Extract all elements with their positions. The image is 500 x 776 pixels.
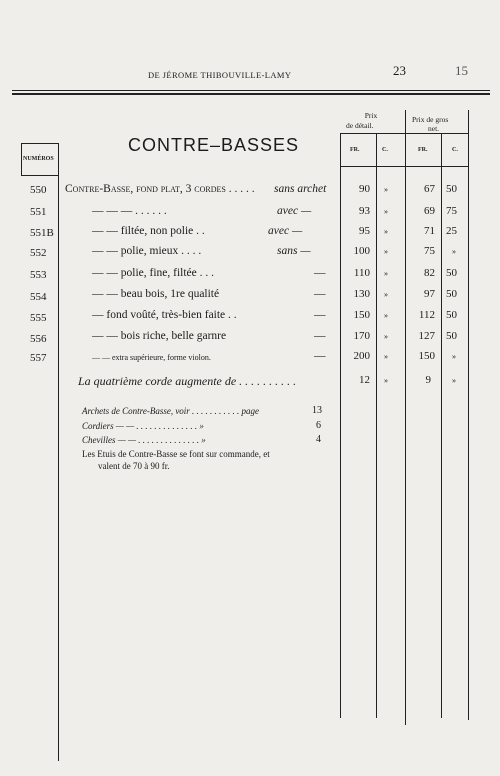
fourth-string-note: La quatrième corde augmente de . . . . . . . . . .: [78, 374, 297, 388]
section-title: CONTRE–BASSES: [128, 135, 300, 155]
row-number: 555: [30, 312, 47, 324]
row-suffix: —: [314, 309, 326, 321]
header-rule-top: [12, 90, 490, 91]
prix-detail-heading-1: Prix: [364, 111, 378, 120]
gros-c: 25: [446, 225, 457, 237]
gros-c: »: [452, 352, 456, 361]
gros-fr: 150: [418, 350, 435, 362]
detail-fr: 110: [353, 267, 370, 279]
fourth-string-detail-fr: 12: [359, 374, 370, 386]
fourth-string-detail-c: »: [384, 376, 388, 385]
fourth-string-gros-c: »: [452, 376, 456, 385]
row-number: 551: [30, 206, 47, 218]
page-header-title: DE JÉROME THIBOUVILLE-LAMY: [148, 70, 292, 80]
row-number: 556: [30, 333, 47, 345]
row-number: 551B: [30, 227, 54, 239]
prix-gros-heading-1: Prix de gros: [412, 115, 449, 124]
note-archets-page: 13: [312, 405, 322, 416]
note-archets: Archets de Contre-Basse, voir . . . . . . . . . . . page: [82, 406, 260, 416]
detail-mid-rule: [376, 133, 377, 718]
note-cordiers-page: 6: [316, 420, 321, 431]
gros-c: 50: [446, 288, 457, 300]
row-suffix: avec —: [277, 205, 312, 217]
gros-c: 50: [446, 309, 457, 321]
detail-fr: 170: [353, 330, 370, 342]
row-number: 550: [30, 184, 47, 196]
detail-fr: 200: [353, 350, 370, 362]
prix-gros-heading-2: net.: [428, 124, 440, 133]
detail-c: »: [384, 332, 388, 341]
detail-c: »: [384, 352, 388, 361]
gros-fr: 112: [418, 309, 435, 321]
note-etuis-line2: valent de 70 à 90 fr.: [98, 461, 170, 471]
detail-c: »: [384, 290, 388, 299]
row-suffix: sans —: [277, 245, 311, 257]
row-number: 554: [30, 291, 47, 303]
row-number: 557: [30, 352, 47, 364]
prix-detail-heading-2: de détail.: [346, 121, 374, 130]
detail-c: »: [384, 185, 388, 194]
note-chevilles-page: 4: [316, 434, 321, 445]
gros-fr-heading: FR.: [418, 147, 428, 153]
numeros-box-top: [21, 143, 59, 144]
gros-left-rule: [405, 110, 406, 725]
row-description: — — beau bois, 1re qualité: [92, 288, 220, 300]
gros-c: »: [452, 247, 456, 256]
gros-c: 75: [446, 205, 457, 217]
header-box-bottom-rule: [340, 166, 468, 167]
detail-c: »: [384, 207, 388, 216]
row-number: 553: [30, 269, 47, 281]
row-suffix: —: [314, 267, 326, 279]
gros-c: 50: [446, 330, 457, 342]
row-suffix: avec —: [268, 225, 303, 237]
row-description: — — polie, fine, filtée . . .: [92, 267, 214, 279]
detail-c: »: [384, 269, 388, 278]
gros-right-rule: [468, 110, 469, 720]
note-cordiers: Cordiers — — . . . . . . . . . . . . . . »: [82, 421, 204, 431]
header-rule-bottom: [12, 93, 490, 95]
numeros-column-rule: [58, 143, 59, 761]
gros-fr: 82: [424, 267, 435, 279]
gros-c: 50: [446, 183, 457, 195]
detail-fr: 93: [359, 205, 370, 217]
gros-fr: 71: [424, 225, 435, 237]
gros-fr: 127: [418, 330, 435, 342]
note-chevilles: Chevilles — — . . . . . . . . . . . . . . »: [82, 435, 206, 445]
gros-fr: 69: [424, 205, 435, 217]
note-etuis-line1: Les Etuis de Contre-Basse se font sur commande, et: [82, 449, 270, 459]
row-description: — — polie, mieux . . . .: [92, 245, 202, 257]
detail-c: »: [384, 227, 388, 236]
numeros-box-bottom: [21, 175, 59, 176]
gros-fr: 97: [424, 288, 435, 300]
row-description: — — bois riche, belle garnre: [92, 330, 227, 342]
detail-c: »: [384, 247, 388, 256]
corner-page-number: 15: [455, 63, 468, 78]
page-number: 23: [393, 63, 406, 78]
detail-fr: 95: [359, 225, 370, 237]
row-description: — — extra supérieure, forme violon.: [92, 353, 211, 362]
numeros-heading: NUMÉROS: [23, 156, 54, 162]
row-description: — — — . . . . . .: [92, 205, 167, 217]
row-description: — fond voûté, très-bien faite . .: [92, 309, 237, 321]
numeros-box-left: [21, 143, 22, 176]
gros-fr: 67: [424, 183, 435, 195]
gros-c-heading: C.: [452, 147, 458, 153]
detail-c-heading: C.: [382, 147, 388, 153]
detail-fr: 100: [353, 245, 370, 257]
detail-fr: 90: [359, 183, 370, 195]
row-suffix: —: [314, 288, 326, 300]
header-box-top-rule: [340, 133, 468, 134]
row-description: — — filtée, non polie . .: [92, 225, 205, 237]
detail-fr: 130: [353, 288, 370, 300]
detail-left-rule: [340, 133, 341, 718]
detail-c: »: [384, 311, 388, 320]
detail-fr-heading: FR.: [350, 147, 360, 153]
row-suffix: sans archet: [274, 183, 327, 195]
fourth-string-gros-fr: 9: [425, 374, 431, 386]
row-suffix: —: [314, 350, 326, 362]
row-number: 552: [30, 247, 47, 259]
detail-fr: 150: [353, 309, 370, 321]
gros-fr: 75: [424, 245, 435, 257]
row-description: Contre-Basse, fond plat, 3 cordes . . . . .: [65, 183, 255, 195]
gros-mid-rule: [441, 133, 442, 718]
row-suffix: —: [314, 330, 326, 342]
gros-c: 50: [446, 267, 457, 279]
